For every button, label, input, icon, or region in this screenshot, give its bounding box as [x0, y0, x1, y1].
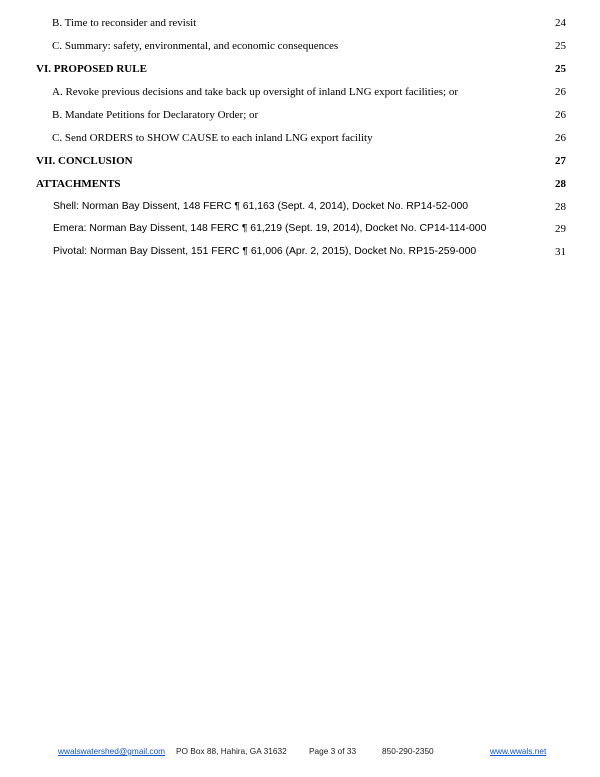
toc-entry-page: 25	[555, 40, 566, 52]
toc-entry-page: 28	[555, 178, 566, 190]
toc-entry-label: B. Mandate Petitions for Declaratory Order; or	[52, 109, 259, 121]
toc-entry-page: 26	[555, 109, 566, 121]
toc-entry-label: C. Summary: safety, environmental, and economic consequences	[52, 40, 339, 52]
toc-entry-page: 26	[555, 132, 566, 144]
footer-address: PO Box 88, Hahira, GA 31632	[176, 746, 287, 756]
toc-entry-label: Shell: Norman Bay Dissent, 148 FERC ¶ 61,163 (Sept. 4, 2014), Docket No. RP14-52-000	[53, 201, 469, 212]
toc-entry-label: VII. CONCLUSION	[36, 155, 133, 167]
toc-entry-label: Pivotal: Norman Bay Dissent, 151 FERC ¶ 61,006 (Apr. 2, 2015), Docket No. RP15-259-000	[53, 246, 477, 257]
toc-section-heading[interactable]	[0, 153, 600, 169]
toc-entry-page: 26	[555, 86, 566, 98]
footer-email-link[interactable]: wwalswatershed@gmail.com	[58, 746, 166, 756]
toc-entry-page: 25	[555, 63, 566, 75]
toc-entry-label: B. Time to reconsider and revisit	[52, 17, 197, 29]
toc-entry[interactable]	[0, 130, 600, 146]
footer-phone: 850-290-2350	[382, 746, 434, 756]
toc-entry[interactable]	[0, 15, 600, 31]
toc-attachment-entry[interactable]	[0, 199, 600, 215]
toc-attachment-entry[interactable]	[0, 221, 600, 237]
toc-entry[interactable]	[0, 84, 600, 100]
footer-website-link[interactable]: www.wwals.net	[490, 746, 547, 756]
page-footer	[0, 744, 600, 758]
toc-entry-page: 29	[555, 223, 566, 235]
toc-entry-page: 28	[555, 201, 566, 213]
toc-entry-label: C. Send ORDERS to SHOW CAUSE to each inland LNG export facility	[52, 132, 373, 144]
toc-entry-label: ATTACHMENTS	[36, 178, 121, 190]
toc-entry-page: 31	[555, 246, 566, 258]
toc-entry-label: VI. PROPOSED RULE	[36, 63, 147, 75]
toc-entry-label: A. Revoke previous decisions and take back up oversight of inland LNG export facilities; or	[52, 86, 458, 98]
toc-section-heading[interactable]	[0, 176, 600, 192]
toc-entry[interactable]	[0, 38, 600, 54]
footer-page-indicator: Page 3 of 33	[309, 746, 357, 756]
toc-attachment-entry[interactable]	[0, 244, 600, 260]
toc-entry[interactable]	[0, 107, 600, 123]
toc-entry-page: 27	[555, 155, 566, 167]
toc-section-heading[interactable]	[0, 61, 600, 77]
toc-entry-page: 24	[555, 17, 566, 29]
toc-entry-label: Emera: Norman Bay Dissent, 148 FERC ¶ 61,219 (Sept. 19, 2014), Docket No. CP14-114-000	[53, 223, 487, 234]
